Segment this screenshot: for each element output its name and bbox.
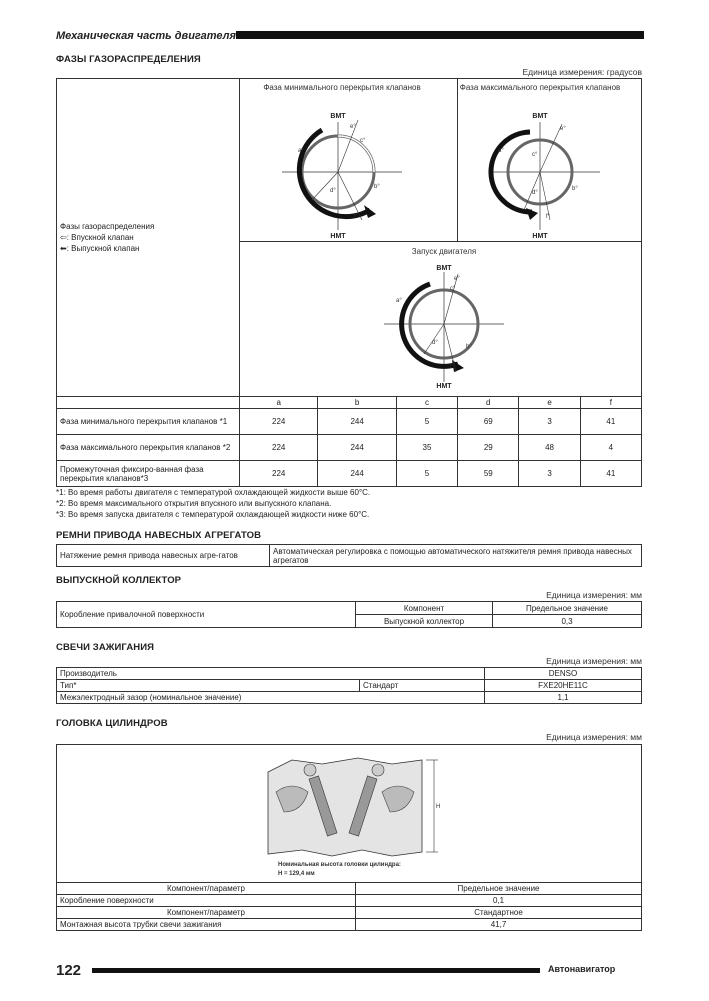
spark-gap-label: Межэлектродный зазор (номинальное значение): [57, 692, 485, 704]
head-warp-value: 0,1: [356, 895, 642, 907]
label-f: f°: [450, 364, 455, 370]
cell: 41: [580, 461, 641, 487]
page-header-title: Механическая часть двигателя: [56, 30, 236, 42]
publisher: Автонавигатор: [548, 964, 616, 974]
legend-cell: [57, 79, 240, 397]
diagram-max-title: Фаза максимального перекрытия клапанов: [459, 83, 621, 92]
spark-table: [56, 667, 642, 704]
label-c: c°: [450, 286, 456, 292]
row-label: Промежуточная фиксиро-ванная фаза перекрытия клапанов*3: [57, 461, 240, 487]
label-nmt: НМТ: [330, 233, 346, 240]
cell: 41: [580, 409, 641, 435]
label-nmt: НМТ: [436, 383, 452, 390]
col-e: e: [519, 397, 580, 409]
header-bar: [236, 31, 644, 39]
cell: 224: [240, 461, 318, 487]
exhaust-col-limit: Предельное значение: [493, 602, 642, 615]
exhaust-component: Выпускной коллектор: [356, 615, 493, 628]
spark-type-std: Стандарт: [360, 680, 485, 692]
head-h-label: H: [436, 804, 441, 810]
label-f: f°: [354, 214, 359, 220]
head-title: ГОЛОВКА ЦИЛИНДРОВ: [56, 718, 168, 729]
cell: 5: [396, 409, 457, 435]
col-d: d: [458, 397, 519, 409]
head-unit: Единица измерения: мм: [546, 732, 642, 742]
label-a: a°: [298, 148, 304, 154]
exhaust-unit: Единица измерения: мм: [546, 590, 642, 600]
exhaust-label: Коробление привалочной поверхности: [57, 602, 356, 628]
belts-label: Натяжение ремня привода навесных агре-гатов: [57, 545, 270, 567]
cell: 244: [318, 461, 396, 487]
belts-title: РЕМНИ ПРИВОДА НАВЕСНЫХ АГРЕГАТОВ: [56, 530, 262, 541]
col-b: b: [318, 397, 396, 409]
col-c: c: [396, 397, 457, 409]
label-bmt: ВМТ: [330, 113, 346, 120]
spark-maker-value: DENSO: [485, 668, 642, 680]
head-warp-label: Коробление поверхности: [57, 895, 356, 907]
head-col-limit: Предельное значение: [356, 883, 642, 895]
cell: 244: [318, 435, 396, 461]
spark-type-value: FXE20HE11C: [485, 680, 642, 692]
label-d: d°: [532, 190, 538, 196]
spark-maker-label: Производитель: [57, 668, 485, 680]
table-row: [57, 461, 642, 487]
label-a: a°: [498, 148, 504, 154]
label-e: e°: [454, 276, 460, 282]
diagram-start-title: Запуск двигателя: [411, 247, 477, 256]
cell: 224: [240, 409, 318, 435]
cell: 3: [519, 409, 580, 435]
label-b: b°: [374, 184, 380, 190]
label-b: b°: [572, 186, 578, 192]
cell: 244: [318, 409, 396, 435]
label-bmt: ВМТ: [436, 265, 452, 272]
cell: 35: [396, 435, 457, 461]
table-row: [57, 435, 642, 461]
cell: 5: [396, 461, 457, 487]
label-c: c°: [360, 138, 366, 144]
valve-timing-title: ФАЗЫ ГАЗОРАСПРЕДЕЛЕНИЯ: [56, 54, 201, 65]
label-d: d°: [330, 188, 336, 194]
legend-exhaust: ⬅: Выпускной клапан: [60, 244, 140, 253]
legend-intake: ⇦: Впускной клапан: [60, 233, 134, 242]
belts-table: [56, 544, 642, 567]
label-nmt: НМТ: [532, 233, 548, 240]
note-2: *2: Во время максимального открытия впускного или выпускного клапана.: [56, 499, 332, 508]
legend-title: Фазы газораспределения: [60, 222, 155, 231]
note-1: *1: Во время работы двигателя с температурой охлаждающей жидкости выше 60°С.: [56, 488, 371, 497]
table-row: [57, 409, 642, 435]
cell: 29: [458, 435, 519, 461]
diagram-min-title: Фаза минимального перекрытия клапанов: [263, 83, 421, 92]
cylinder-head-illustration: [262, 752, 452, 882]
head-tube-label: Монтажная высота трубки свечи зажигания: [57, 919, 356, 931]
blank-header-cell: [57, 397, 240, 409]
cell: 3: [519, 461, 580, 487]
head-image-caption-2: H = 129,4 мм: [278, 871, 315, 877]
head-tube-value: 41,7: [356, 919, 642, 931]
footer-bar: [92, 968, 540, 973]
row-label: Фаза максимального перекрытия клапанов *2: [57, 435, 240, 461]
head-image-caption-1: Номинальная высота головки цилиндра:: [278, 862, 401, 868]
belts-value: Автоматическая регулировка с помощью автоматического натяжителя ремня привода навесных агрегатов: [270, 545, 642, 567]
col-a: a: [240, 397, 318, 409]
valve-diagram-start: [350, 244, 540, 394]
spark-gap-value: 1,1: [485, 692, 642, 704]
label-c: c°: [532, 152, 538, 158]
cell: 69: [458, 409, 519, 435]
exhaust-limit: 0,3: [493, 615, 642, 628]
exhaust-col-component: Компонент: [356, 602, 493, 615]
label-e: e°: [350, 124, 356, 130]
exhaust-table: [56, 601, 642, 628]
col-f: f: [580, 397, 641, 409]
cell: 48: [519, 435, 580, 461]
valve-diagram-max: [440, 80, 640, 240]
head-col-param: Компонент/параметр: [57, 883, 356, 895]
label-b: b°: [466, 344, 472, 350]
label-f: f°: [546, 214, 551, 220]
label-bmt: ВМТ: [532, 113, 548, 120]
spark-unit: Единица измерения: мм: [546, 656, 642, 666]
label-a: a°: [396, 298, 402, 304]
note-3: *3: Во время запуска двигателя с температурой охлаждающей жидкости ниже 60°С.: [56, 510, 370, 519]
label-e: e°: [560, 126, 566, 132]
cell: 4: [580, 435, 641, 461]
spark-title: СВЕЧИ ЗАЖИГАНИЯ: [56, 642, 155, 653]
valve-timing-notes: [56, 487, 370, 520]
cell: 224: [240, 435, 318, 461]
label-d: d°: [432, 340, 438, 346]
exhaust-title: ВЫПУСКНОЙ КОЛЛЕКТОР: [56, 575, 182, 586]
valve-timing-unit: Единица измерения: градусов: [522, 67, 642, 77]
head-col-std: Стандартное: [356, 907, 642, 919]
valve-diagram-min: [242, 80, 438, 240]
cell: 59: [458, 461, 519, 487]
page-number: 122: [56, 962, 82, 979]
row-label: Фаза минимального перекрытия клапанов *1: [57, 409, 240, 435]
spark-type-label: Тип*: [57, 680, 360, 692]
head-col-param-2: Компонент/параметр: [57, 907, 356, 919]
